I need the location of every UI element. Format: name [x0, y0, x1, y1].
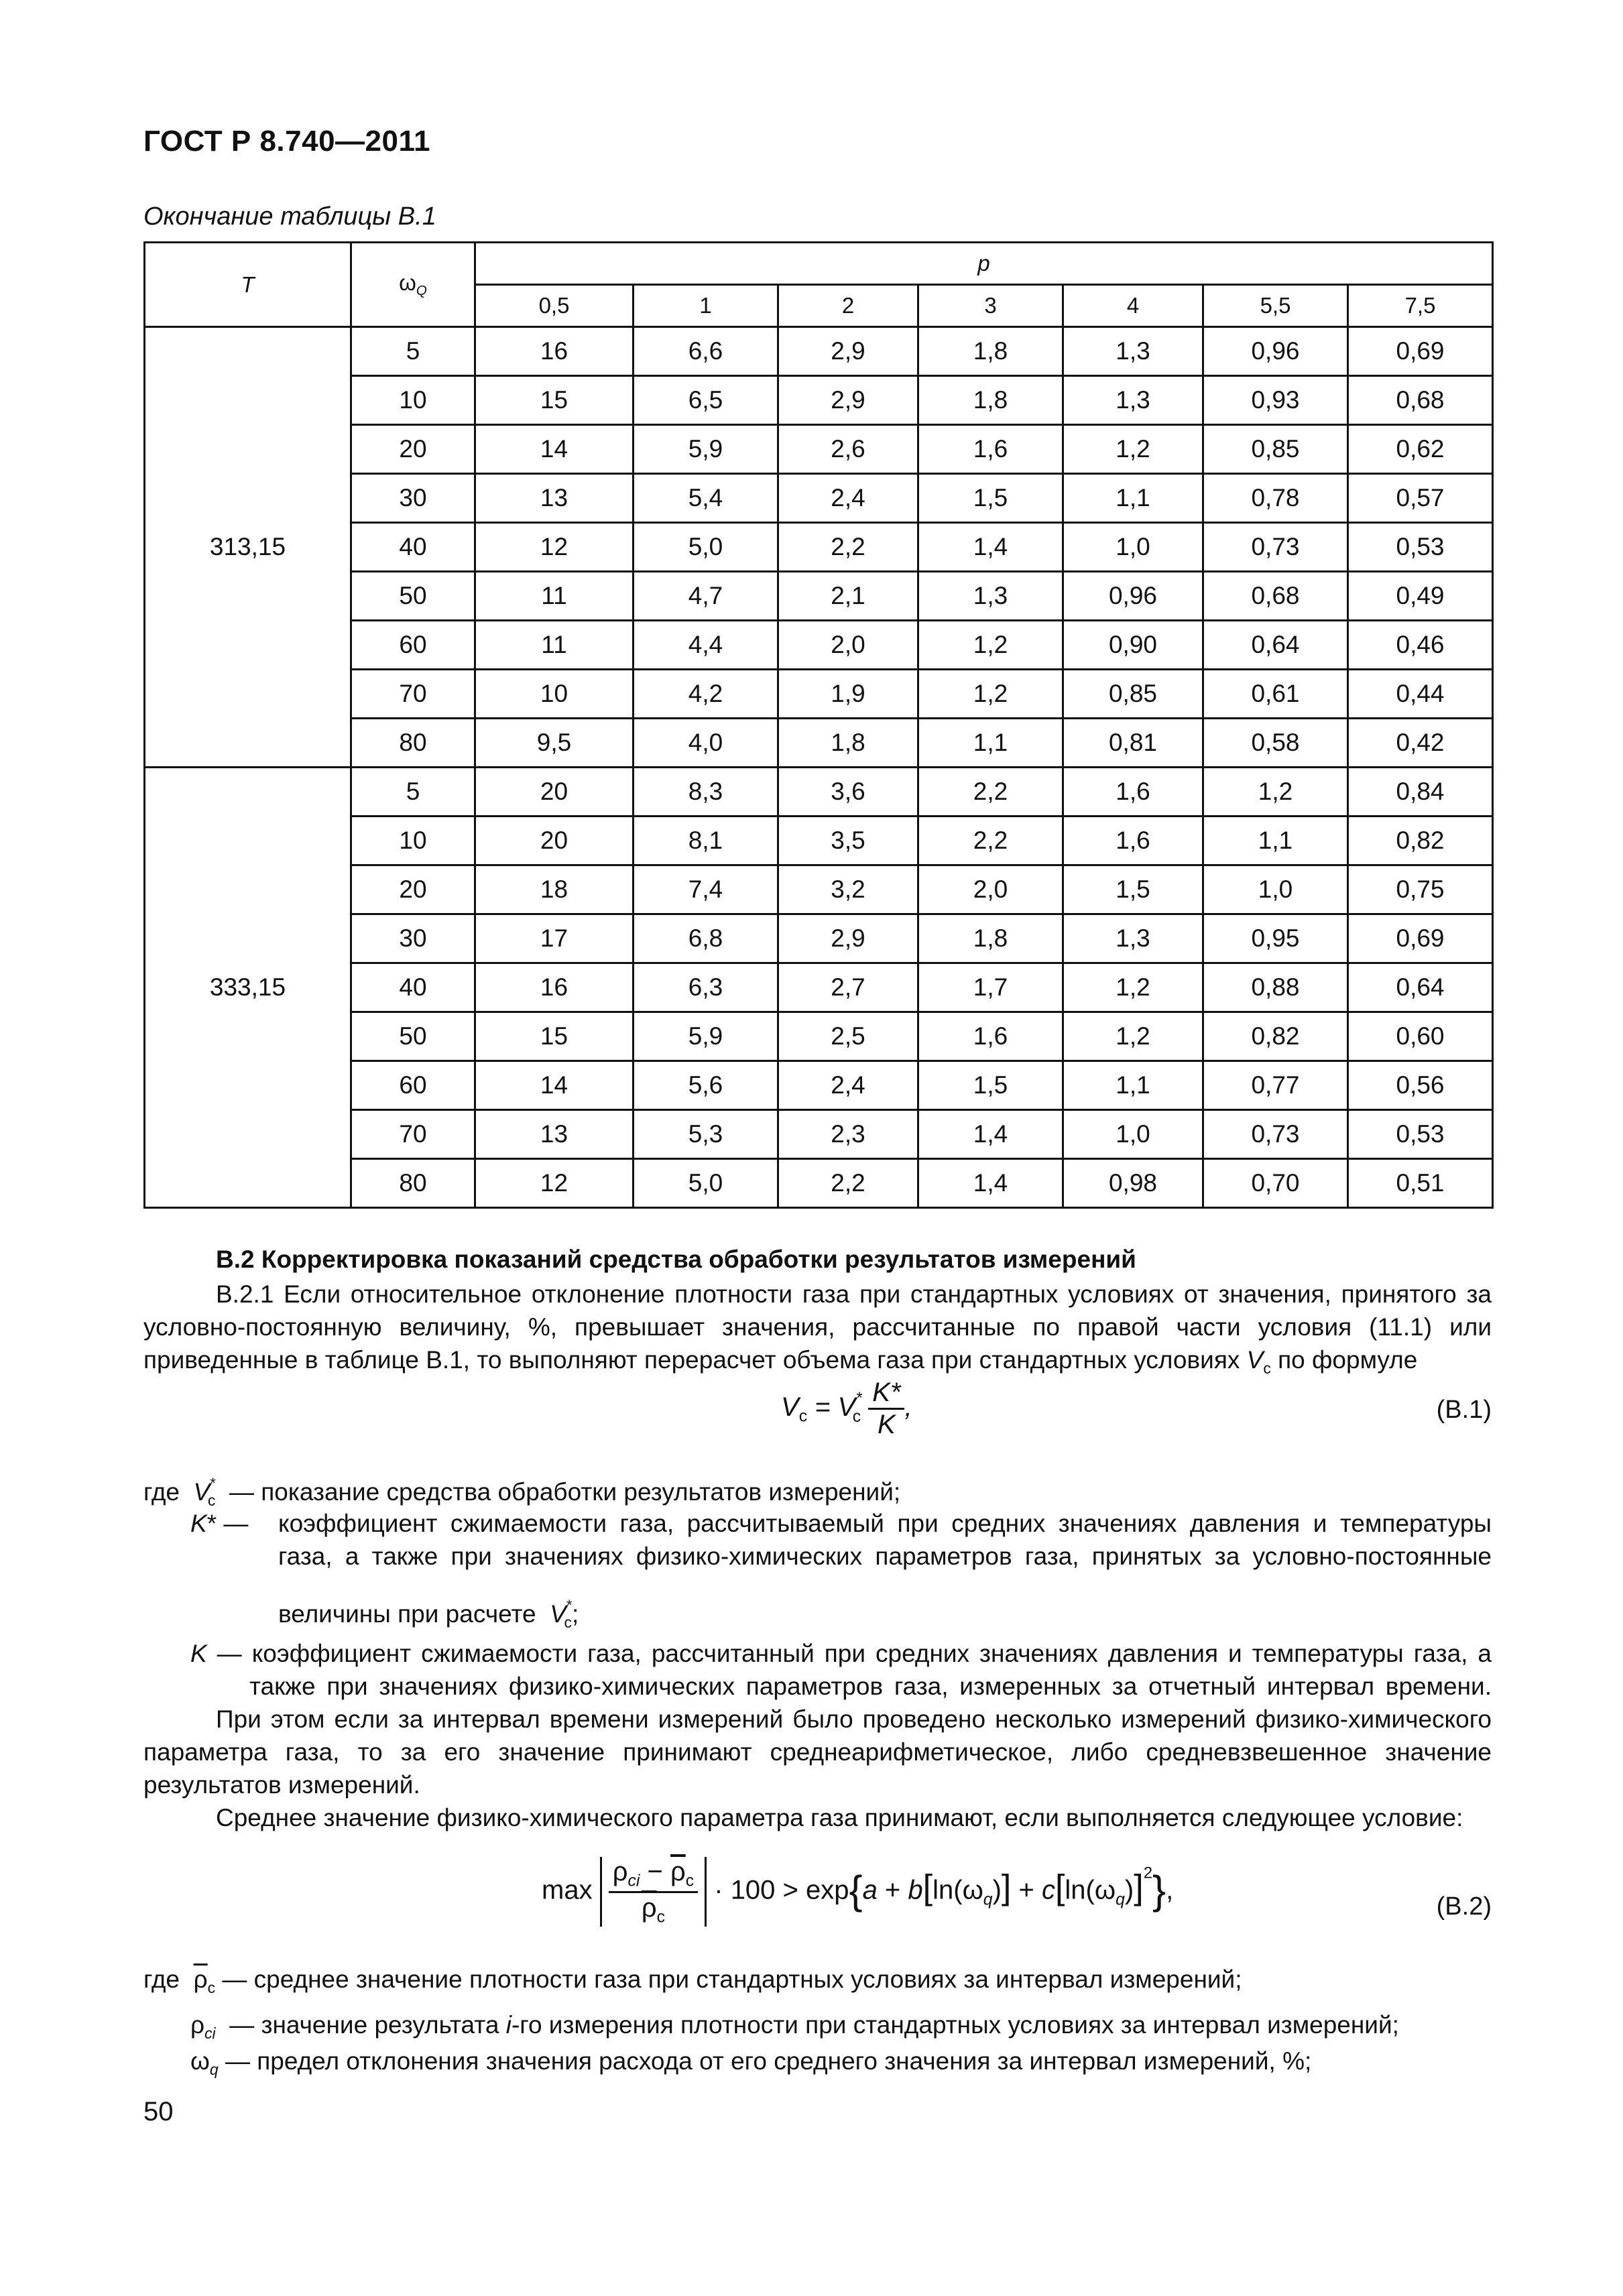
value-cell: 0,73	[1203, 523, 1348, 572]
value-cell: 11	[475, 621, 634, 670]
definition-omega-q: $\omega_q$ — предел отклонения значения расхода от его среднего значения за интервал измерений, %;	[190, 2047, 1312, 2079]
value-cell: 2,3	[778, 1110, 918, 1159]
value-cell: 0,58	[1203, 719, 1348, 768]
value-cell: 15	[475, 1012, 634, 1061]
omega-cell: 80	[351, 719, 475, 768]
omega-cell: 20	[351, 425, 475, 474]
value-cell: 1,2	[1063, 425, 1203, 474]
value-cell: 0,85	[1203, 425, 1348, 474]
header-p-value: 3	[918, 285, 1063, 327]
value-cell: 0,78	[1203, 474, 1348, 523]
omega-cell: 10	[351, 817, 475, 865]
value-cell: 0,53	[1348, 523, 1493, 572]
value-cell: 2,4	[778, 474, 918, 523]
value-cell: 1,6	[918, 1012, 1063, 1061]
value-cell: 1,1	[1063, 474, 1203, 523]
value-cell: 2,4	[778, 1061, 918, 1110]
definition-kstar-line2: газа, а также при значениях физико-химических параметров газа, принятых за условно-постоянные	[278, 1543, 1492, 1570]
value-cell: 2,2	[918, 817, 1063, 865]
value-cell: 10	[475, 670, 634, 719]
definition-rho-c: где $\overline{\rho}_c$ — среднее значение плотности газа при стандартных условиях за интервал измерений;	[143, 1966, 1242, 1997]
table-row	[145, 327, 1493, 376]
value-cell: 0,95	[1203, 914, 1348, 963]
omega-cell: 5	[351, 768, 475, 817]
value-cell: 0,51	[1348, 1159, 1493, 1208]
value-cell: 6,5	[634, 376, 778, 425]
value-cell: 0,64	[1348, 963, 1493, 1012]
table-row	[145, 768, 1493, 817]
value-cell: 2,9	[778, 376, 918, 425]
value-cell: 3,2	[778, 865, 918, 914]
value-cell: 5,4	[634, 474, 778, 523]
value-cell: 0,69	[1348, 914, 1493, 963]
header-p-value: 5,5	[1203, 285, 1348, 327]
value-cell: 0,57	[1348, 474, 1493, 523]
value-cell: 1,0	[1063, 523, 1203, 572]
page-number: 50	[143, 2097, 174, 2126]
value-cell: 0,81	[1063, 719, 1203, 768]
value-cell: 0,88	[1203, 963, 1348, 1012]
value-cell: 0,42	[1348, 719, 1493, 768]
value-cell: 1,2	[918, 670, 1063, 719]
value-cell: 18	[475, 865, 634, 914]
value-cell: 1,1	[918, 719, 1063, 768]
value-cell: 0,60	[1348, 1012, 1493, 1061]
value-cell: 3,5	[778, 817, 918, 865]
value-cell: 1,4	[918, 1159, 1063, 1208]
value-cell: 1,1	[1203, 817, 1348, 865]
value-cell: 0,85	[1063, 670, 1203, 719]
value-cell: 16	[475, 327, 634, 376]
formula-b2: max $\frac{\rho_{ci} - \overline{\rho}_c}{\overline{\rho}_c}$ · $100 > \exp\{a + b[\ln(\omega_q)] + c[\ln(\omega_q)]^2\}$,	[542, 1857, 1174, 1927]
value-cell: 0,90	[1063, 621, 1203, 670]
header-p-value: 4	[1063, 285, 1203, 327]
value-cell: 1,8	[918, 327, 1063, 376]
value-cell: 4,7	[634, 572, 778, 621]
value-cell: 20	[475, 768, 634, 817]
value-cell: 1,6	[1063, 817, 1203, 865]
value-cell: 13	[475, 474, 634, 523]
value-cell: 0,82	[1203, 1012, 1348, 1061]
paragraph-condition: Среднее значение физико-химического параметра газа принимают, если выполняется следующее условие:	[216, 1804, 1463, 1831]
value-cell: 0,96	[1203, 327, 1348, 376]
data-table	[143, 241, 1494, 1209]
value-cell: 5,9	[634, 1012, 778, 1061]
value-cell: 6,6	[634, 327, 778, 376]
value-cell: 1,4	[918, 523, 1063, 572]
value-cell: 12	[475, 1159, 634, 1208]
value-cell: 1,9	[778, 670, 918, 719]
value-cell: 2,9	[778, 327, 918, 376]
value-cell: 0,82	[1348, 817, 1493, 865]
value-cell: 17	[475, 914, 634, 963]
omega-cell: 40	[351, 963, 475, 1012]
document-header: ГОСТ Р 8.740—2011	[143, 125, 431, 158]
value-cell: 1,2	[1063, 963, 1203, 1012]
definition-rho-ci: $\rho_{ci}$ — значение результата i-го измерения плотности при стандартных условиях за интервал измерений;	[190, 2011, 1399, 2043]
value-cell: 0,73	[1203, 1110, 1348, 1159]
value-cell: 1,3	[1063, 914, 1203, 963]
value-cell: 8,3	[634, 768, 778, 817]
omega-cell: 50	[351, 1012, 475, 1061]
header-p-value: 2	[778, 285, 918, 327]
value-cell: 0,84	[1348, 768, 1493, 817]
value-cell: 1,6	[1063, 768, 1203, 817]
value-cell: 0,53	[1348, 1110, 1493, 1159]
temperature-cell: 313,15	[145, 327, 351, 768]
value-cell: 1,5	[1063, 865, 1203, 914]
value-cell: 0,77	[1203, 1061, 1348, 1110]
value-cell: 20	[475, 817, 634, 865]
value-cell: 0,75	[1348, 865, 1493, 914]
value-cell: 1,8	[778, 719, 918, 768]
header-p-value: 7,5	[1348, 285, 1493, 327]
header-p-value: 1	[634, 285, 778, 327]
value-cell: 15	[475, 376, 634, 425]
value-cell: 2,1	[778, 572, 918, 621]
definition-kstar-symbol: K* —	[190, 1510, 249, 1537]
value-cell: 0,93	[1203, 376, 1348, 425]
value-cell: 5,0	[634, 523, 778, 572]
value-cell: 13	[475, 1110, 634, 1159]
value-cell: 14	[475, 425, 634, 474]
header-p-value: 0,5	[475, 285, 634, 327]
definition-vc: где $V^*_c$ — показание средства обработки результатов измерений;	[143, 1475, 901, 1509]
omega-cell: 60	[351, 1061, 475, 1110]
definition-k-line2: также при значениях физико-химических параметров газа, измеренных за отчетный интервал времени.	[249, 1673, 1492, 1700]
definition-kstar-line1: коэффициент сжимаемости газа, рассчитываемый при средних значениях давления и температуры	[278, 1510, 1492, 1537]
value-cell: 4,2	[634, 670, 778, 719]
section-title: В.2 Корректировка показаний средства обработки результатов измерений	[216, 1246, 1136, 1273]
value-cell: 0,96	[1063, 572, 1203, 621]
value-cell: 0,56	[1348, 1061, 1493, 1110]
value-cell: 0,68	[1348, 376, 1493, 425]
value-cell: 2,0	[918, 865, 1063, 914]
value-cell: 2,7	[778, 963, 918, 1012]
omega-cell: 50	[351, 572, 475, 621]
value-cell: 0,44	[1348, 670, 1493, 719]
value-cell: 1,4	[918, 1110, 1063, 1159]
value-cell: 8,1	[634, 817, 778, 865]
value-cell: 1,3	[918, 572, 1063, 621]
value-cell: 4,4	[634, 621, 778, 670]
value-cell: 0,98	[1063, 1159, 1203, 1208]
table-caption: Окончание таблицы В.1	[143, 202, 436, 231]
value-cell: 1,3	[1063, 327, 1203, 376]
value-cell: 0,64	[1203, 621, 1348, 670]
value-cell: 12	[475, 523, 634, 572]
value-cell: 1,0	[1203, 865, 1348, 914]
omega-cell: 30	[351, 474, 475, 523]
value-cell: 2,2	[918, 768, 1063, 817]
value-cell: 1,6	[918, 425, 1063, 474]
value-cell: 2,0	[778, 621, 918, 670]
omega-cell: 30	[351, 914, 475, 963]
value-cell: 5,3	[634, 1110, 778, 1159]
paragraph-b21: В.2.1 Если относительное отклонение плотности газа при стандартных условиях от значения, принятого за условно-постоянную величину, %, превышает значения, рассчитанные по правой части условия (11.1) или приведенные в таблице В.1, то выполняют перерасчет объема газа при стандартных условиях $V_c$ по формуле	[143, 1280, 1492, 1378]
value-cell: 2,9	[778, 914, 918, 963]
omega-cell: 5	[351, 327, 475, 376]
value-cell: 5,6	[634, 1061, 778, 1110]
value-cell: 9,5	[475, 719, 634, 768]
value-cell: 0,49	[1348, 572, 1493, 621]
omega-cell: 70	[351, 670, 475, 719]
omega-cell: 70	[351, 1110, 475, 1159]
value-cell: 0,70	[1203, 1159, 1348, 1208]
value-cell: 1,2	[918, 621, 1063, 670]
equation-number-b2: (В.2)	[1436, 1892, 1492, 1921]
value-cell: 11	[475, 572, 634, 621]
value-cell: 2,5	[778, 1012, 918, 1061]
formula-b1: $V_c = V^*_c$ $\frac{K*}{K}$ ,	[781, 1378, 912, 1439]
value-cell: 1,3	[1063, 376, 1203, 425]
value-cell: 2,6	[778, 425, 918, 474]
omega-cell: 60	[351, 621, 475, 670]
value-cell: 1,7	[918, 963, 1063, 1012]
value-cell: 2,2	[778, 1159, 918, 1208]
omega-cell: 20	[351, 865, 475, 914]
value-cell: 0,68	[1203, 572, 1348, 621]
header-t: T	[145, 243, 351, 327]
definition-kstar-line3: величины при расчете $V^*_c$;	[278, 1597, 579, 1631]
value-cell: 1,8	[918, 914, 1063, 963]
value-cell: 3,6	[778, 768, 918, 817]
omega-cell: 10	[351, 376, 475, 425]
value-cell: 1,0	[1063, 1110, 1203, 1159]
value-cell: 7,4	[634, 865, 778, 914]
omega-cell: 40	[351, 523, 475, 572]
value-cell: 1,2	[1203, 768, 1348, 817]
value-cell: 1,1	[1063, 1061, 1203, 1110]
value-cell: 1,8	[918, 376, 1063, 425]
equation-number-b1: (В.1)	[1436, 1396, 1492, 1424]
value-cell: 0,69	[1348, 327, 1493, 376]
header-p: p	[475, 243, 1493, 285]
value-cell: 1,2	[1063, 1012, 1203, 1061]
value-cell: 0,46	[1348, 621, 1493, 670]
value-cell: 1,5	[918, 474, 1063, 523]
paragraph-averaging: При этом если за интервал времени измерений было проведено несколько измерений физико-химического параметра газа, то за его значение принимают среднеарифметическое, либо средневзвешенное значение результатов измерений.	[143, 1705, 1492, 1799]
value-cell: 1,5	[918, 1061, 1063, 1110]
value-cell: 16	[475, 963, 634, 1012]
value-cell: 6,8	[634, 914, 778, 963]
header-omega: $\omega_Q$	[351, 243, 475, 327]
value-cell: 2,2	[778, 523, 918, 572]
definition-k-line1: K — коэффициент сжимаемости газа, рассчитанный при средних значениях давления и температуры газа, а	[190, 1640, 1492, 1667]
value-cell: 0,62	[1348, 425, 1493, 474]
value-cell: 6,3	[634, 963, 778, 1012]
value-cell: 14	[475, 1061, 634, 1110]
value-cell: 0,61	[1203, 670, 1348, 719]
value-cell: 5,0	[634, 1159, 778, 1208]
value-cell: 4,0	[634, 719, 778, 768]
omega-cell: 80	[351, 1159, 475, 1208]
temperature-cell: 333,15	[145, 768, 351, 1208]
value-cell: 5,9	[634, 425, 778, 474]
